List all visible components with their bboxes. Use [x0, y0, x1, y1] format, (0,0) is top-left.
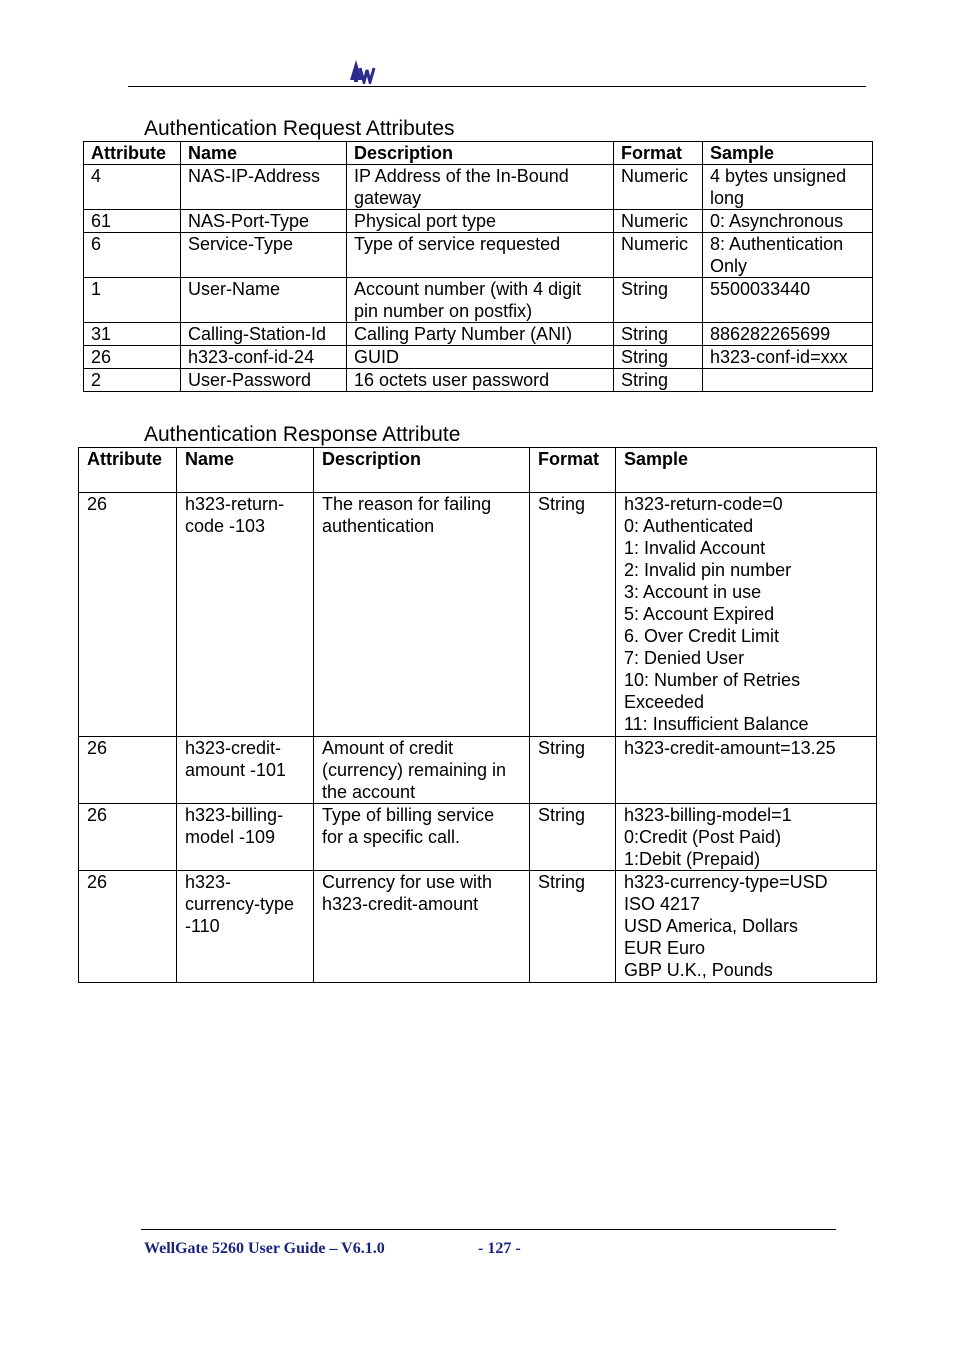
cell-line: h323-credit- — [185, 738, 282, 758]
cell-name: Service-Type — [181, 233, 347, 278]
column-header: Sample — [703, 142, 873, 165]
column-header: Format — [530, 448, 616, 493]
cell-sample — [703, 278, 873, 323]
cell-line: Type of service requested — [354, 234, 561, 254]
cell-format: String — [614, 369, 703, 392]
cell-sample — [616, 804, 877, 871]
cell-line: GUID — [354, 347, 399, 367]
cell-name: Calling-Station-Id — [181, 323, 347, 346]
cell-name — [177, 804, 314, 871]
cell-line: model -109 — [185, 827, 276, 847]
cell-line: long — [710, 188, 745, 208]
cell-line: 16 octets user password — [354, 370, 550, 390]
table-row — [84, 165, 873, 210]
cell-line: The reason for failing — [322, 494, 492, 514]
column-header: Attribute — [84, 142, 181, 165]
cell-line: 5500033440 — [710, 279, 811, 299]
cell-line: currency-type — [185, 894, 295, 914]
cell-line: code -103 — [185, 516, 266, 536]
cell-line: Type of billing service — [322, 805, 495, 825]
cell-line: for a specific call. — [322, 827, 461, 847]
cell-sample — [703, 323, 873, 346]
cell-line: 3: Account in use — [624, 582, 762, 602]
cell-format: String — [530, 871, 616, 983]
cell-format: String — [614, 278, 703, 323]
cell-line: 0:Credit (Post Paid) — [624, 827, 782, 847]
cell-attribute: 26 — [79, 871, 177, 983]
cell-sample — [703, 233, 873, 278]
cell-line: Only — [710, 256, 748, 276]
cell-line: -110 — [185, 916, 220, 936]
cell-sample — [703, 346, 873, 369]
column-header: Sample — [616, 448, 877, 493]
request-section-title: Authentication Request Attributes — [144, 117, 455, 140]
table-row — [84, 210, 873, 233]
column-header: Name — [177, 448, 314, 493]
cell-attribute: 1 — [84, 278, 181, 323]
cell-line: the account — [322, 782, 416, 802]
cell-format: String — [530, 493, 616, 737]
cell-description — [314, 804, 530, 871]
cell-line: h323-billing-model=1 — [624, 805, 792, 825]
cell-description — [347, 210, 614, 233]
cell-line: gateway — [354, 188, 422, 208]
table-row — [84, 369, 873, 392]
cell-line: 886282265699 — [710, 324, 831, 344]
cell-name — [177, 871, 314, 983]
footer-page-number: - 127 - — [478, 1240, 521, 1257]
cell-description — [314, 871, 530, 983]
cell-attribute: 26 — [79, 493, 177, 737]
cell-line: 10: Number of Retries — [624, 670, 801, 690]
cell-name — [177, 737, 314, 804]
cell-description — [347, 278, 614, 323]
column-header: Name — [181, 142, 347, 165]
table-row — [79, 804, 877, 871]
cell-format: Numeric — [614, 210, 703, 233]
cell-line: 0: Asynchronous — [710, 211, 844, 231]
cell-line: h323- — [185, 872, 232, 892]
cell-sample — [703, 210, 873, 233]
response-section-title: Authentication Response Attribute — [144, 423, 461, 446]
table-row — [84, 323, 873, 346]
cell-line: h323-billing- — [185, 805, 284, 825]
cell-line: h323-return-code=0 — [624, 494, 783, 514]
cell-line: 4 bytes unsigned — [710, 166, 847, 186]
cell-sample — [616, 737, 877, 804]
cell-format: String — [530, 804, 616, 871]
table-header-row — [79, 448, 877, 493]
cell-format: String — [614, 323, 703, 346]
cell-format: String — [530, 737, 616, 804]
cell-description — [314, 737, 530, 804]
cell-attribute: 26 — [84, 346, 181, 369]
cell-name: User-Name — [181, 278, 347, 323]
cell-line: ISO 4217 — [624, 894, 701, 914]
cell-line: 1: Invalid Account — [624, 538, 766, 558]
cell-line: 2: Invalid pin number — [624, 560, 792, 580]
cell-line: Exceeded — [624, 692, 705, 712]
cell-line: h323-credit-amount — [322, 894, 479, 914]
cell-line: pin number on postfix) — [354, 301, 533, 321]
cell-attribute: 26 — [79, 804, 177, 871]
cell-line: EUR Euro — [624, 938, 706, 958]
cell-line: h323-return- — [185, 494, 285, 514]
cell-line: Currency for use with — [322, 872, 493, 892]
table-row — [79, 493, 877, 737]
cell-line: 0: Authenticated — [624, 516, 754, 536]
cell-description — [347, 233, 614, 278]
cell-description — [347, 323, 614, 346]
wellgate-logo-icon — [348, 56, 378, 84]
column-header: Format — [614, 142, 703, 165]
cell-attribute: 31 — [84, 323, 181, 346]
cell-sample — [703, 165, 873, 210]
cell-name: NAS-Port-Type — [181, 210, 347, 233]
footer-guide-title: WellGate 5260 User Guide – V6.1.0 — [144, 1240, 385, 1257]
cell-line: Account number (with 4 digit — [354, 279, 582, 299]
cell-line: authentication — [322, 516, 435, 536]
cell-line: 1:Debit (Prepaid) — [624, 849, 761, 869]
response-attributes-table — [78, 447, 877, 983]
page-header — [128, 54, 866, 87]
column-header: Description — [314, 448, 530, 493]
cell-line: GBP U.K., Pounds — [624, 960, 773, 980]
cell-name: h323-conf-id-24 — [181, 346, 347, 369]
table-row — [84, 233, 873, 278]
cell-line: USD America, Dollars — [624, 916, 799, 936]
table-row — [79, 737, 877, 804]
cell-attribute: 2 — [84, 369, 181, 392]
request-attributes-table — [83, 141, 873, 392]
cell-format: String — [614, 346, 703, 369]
cell-attribute: 26 — [79, 737, 177, 804]
cell-format: Numeric — [614, 233, 703, 278]
cell-description — [347, 165, 614, 210]
footer-rule — [141, 1229, 836, 1230]
cell-sample — [703, 369, 873, 392]
cell-name — [177, 493, 314, 737]
table-header-row — [84, 142, 873, 165]
cell-line: h323-credit-amount=13.25 — [624, 738, 836, 758]
cell-line: amount -101 — [185, 760, 287, 780]
cell-attribute: 4 — [84, 165, 181, 210]
cell-sample — [616, 493, 877, 737]
cell-line: 6. Over Credit Limit — [624, 626, 780, 646]
table-row — [79, 871, 877, 983]
cell-description — [347, 346, 614, 369]
table-row — [84, 346, 873, 369]
cell-line: (currency) remaining in — [322, 760, 507, 780]
cell-name: User-Password — [181, 369, 347, 392]
column-header: Attribute — [79, 448, 177, 493]
cell-line: 7: Denied User — [624, 648, 745, 668]
cell-description — [347, 369, 614, 392]
cell-description — [314, 493, 530, 737]
cell-format: Numeric — [614, 165, 703, 210]
cell-line: h323-currency-type=USD — [624, 872, 828, 892]
column-header: Description — [347, 142, 614, 165]
cell-attribute: 6 — [84, 233, 181, 278]
cell-attribute: 61 — [84, 210, 181, 233]
cell-sample — [616, 871, 877, 983]
cell-line: IP Address of the In-Bound — [354, 166, 569, 186]
cell-line: Calling Party Number (ANI) — [354, 324, 573, 344]
cell-line: 8: Authentication — [710, 234, 844, 254]
cell-name: NAS-IP-Address — [181, 165, 347, 210]
cell-line: Amount of credit — [322, 738, 454, 758]
cell-line: h323-conf-id=xxx — [710, 347, 848, 367]
cell-line: 11: Insufficient Balance — [624, 714, 809, 734]
cell-line: Physical port type — [354, 211, 497, 231]
table-row — [84, 278, 873, 323]
cell-line: 5: Account Expired — [624, 604, 775, 624]
